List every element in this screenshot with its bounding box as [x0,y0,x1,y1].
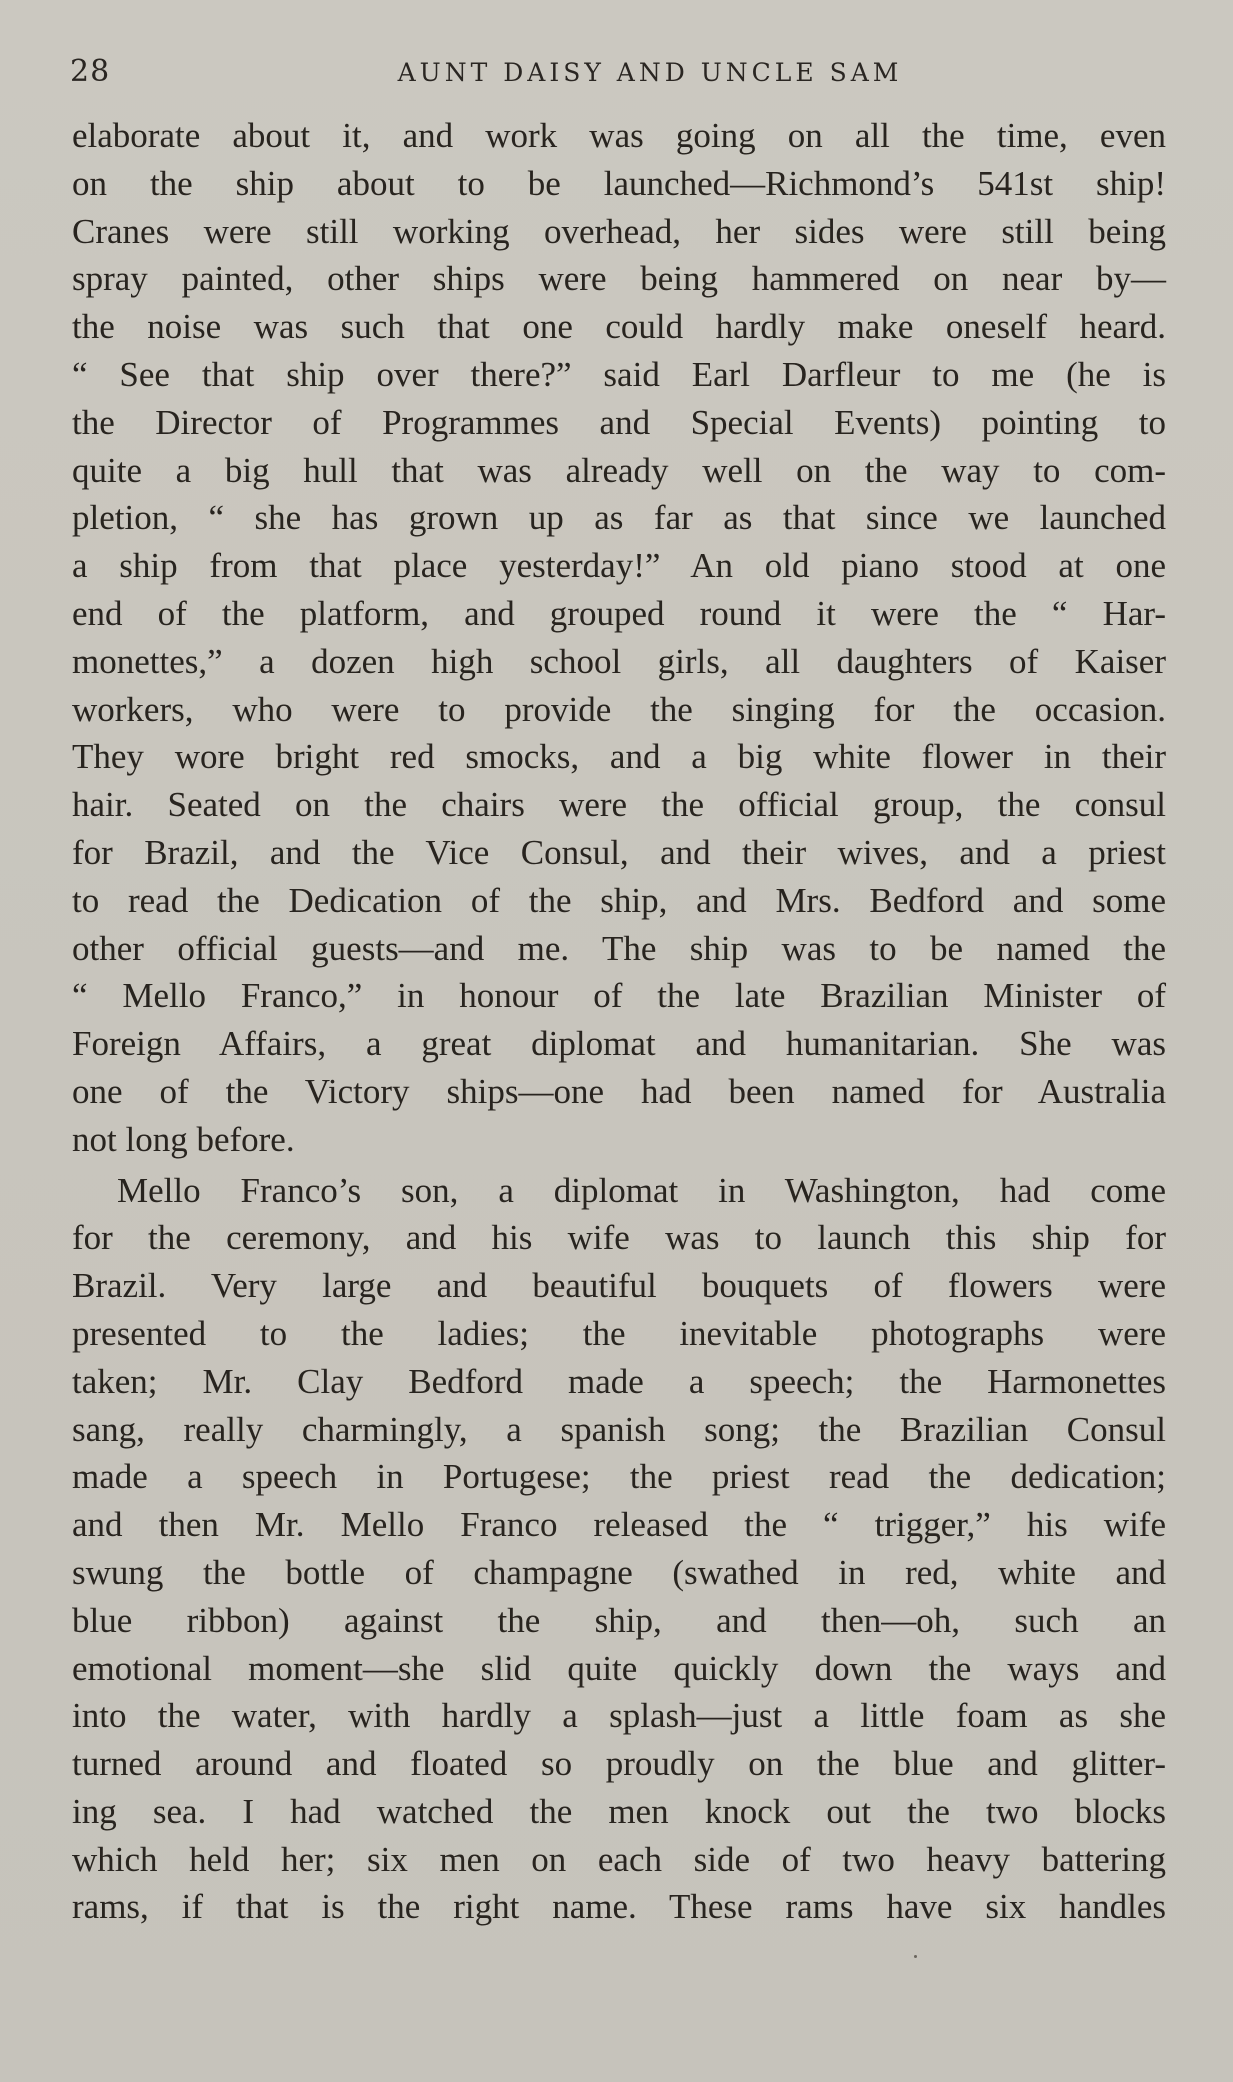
text-line: ing sea. I had watched the men knock out the two blocks [72,1791,1166,1831]
text-line: quite a big hull that was already well on the way to com- [72,450,1166,490]
text-line: hair. Seated on the chairs were the official group, the consul [72,785,1166,825]
text-line: not long before. [72,1119,295,1159]
text-line: monettes,” a dozen high school girls, all daughters of Kaiser [72,641,1166,681]
text-line: rams, if that is the right name. These rams have six handles [72,1887,1166,1927]
text-line: which held her; six men on each side of two heavy battering [72,1839,1166,1879]
page-number: 28 [70,54,111,89]
body-text [72,112,1166,1931]
text-line: pletion, “ she has grown up as far as that since we launched [72,498,1166,538]
paper-speck [914,1955,917,1958]
text-line: Foreign Affairs, a great diplomat and humanitarian. She was [72,1024,1166,1064]
paragraph-1 [72,112,1166,1164]
text-line: a ship from that place yesterday!” An old piano stood at one [72,546,1166,586]
text-line: one of the Victory ships—one had been named for Australia [72,1071,1166,1111]
paragraph-2 [72,1167,1166,1932]
text-line: other official guests—and me. The ship was to be named the [72,928,1166,968]
text-line: for the ceremony, and his wife was to launch this ship for [72,1218,1166,1258]
text-line: made a speech in Portugese; the priest read the dedication; [72,1457,1166,1497]
text-line: “ See that ship over there?” said Earl Darfleur to me (he is [72,354,1166,394]
text-line: end of the platform, and grouped round it were the “ Har- [72,593,1166,633]
text-line: They wore bright red smocks, and a big white flower in their [72,737,1166,777]
text-line: and then Mr. Mello Franco released the “ trigger,” his wife [72,1505,1166,1545]
text-line: on the ship about to be launched—Richmond’s 541st ship! [72,163,1166,203]
text-line: emotional moment—she slid quite quickly down the ways and [72,1648,1166,1688]
text-line: swung the bottle of champagne (swathed in red, white and [72,1552,1166,1592]
text-line: blue ribbon) against the ship, and then—oh, such an [72,1600,1166,1640]
text-line: the noise was such that one could hardly make oneself heard. [72,307,1166,347]
text-line: Mello Franco’s son, a diplomat in Washington, had come [117,1170,1166,1210]
text-line: elaborate about it, and work was going on all the time, even [72,116,1166,155]
text-line: into the water, with hardly a splash—just a little foam as she [72,1696,1166,1736]
text-line: spray painted, other ships were being hammered on near by— [72,259,1166,299]
page-header [70,54,1170,98]
text-line: sang, really charmingly, a spanish song; the Brazilian Consul [72,1409,1166,1449]
text-line: Brazil. Very large and beautiful bouquets of flowers were [72,1266,1166,1306]
text-line: for Brazil, and the Vice Consul, and their wives, and a priest [72,832,1166,872]
text-line: “ Mello Franco,” in honour of the late Brazilian Minister of [72,976,1166,1016]
text-line: the Director of Programmes and Special Events) pointing to [72,402,1166,442]
text-line: workers, who were to provide the singing for the occasion. [72,689,1166,729]
text-line: taken; Mr. Clay Bedford made a speech; the Harmonettes [72,1361,1166,1401]
running-head: AUNT DAISY AND UNCLE SAM [397,58,903,87]
text-line: presented to the ladies; the inevitable photographs were [72,1313,1166,1353]
text-line: Cranes were still working overhead, her sides were still being [72,211,1166,251]
text-line: turned around and floated so proudly on the blue and glitter- [72,1744,1166,1784]
text-line: to read the Dedication of the ship, and Mrs. Bedford and some [72,880,1166,920]
